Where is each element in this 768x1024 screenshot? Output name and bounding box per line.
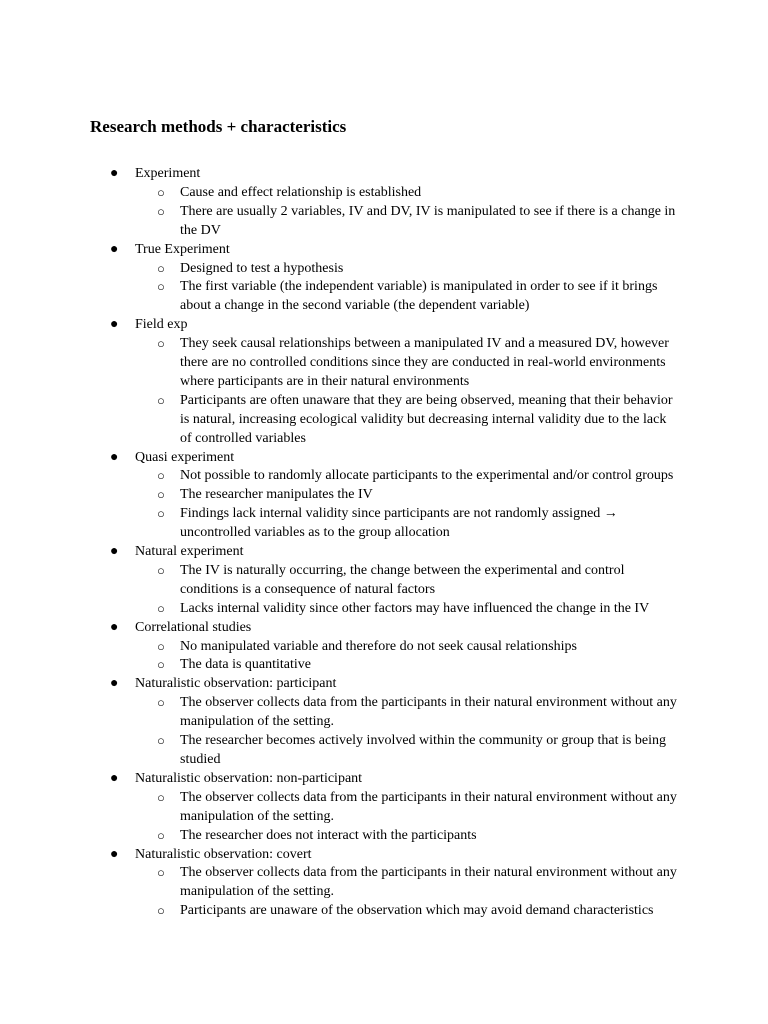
topic-true-experiment bbox=[0, 241, 768, 317]
list-item bbox=[0, 732, 678, 770]
topic-quasi-experiment bbox=[0, 449, 768, 544]
list-item bbox=[0, 278, 678, 316]
point-text: Not possible to randomly allocate participants to the experimental and/or control groups bbox=[180, 468, 674, 484]
circle-bullet-icon: ○ bbox=[157, 865, 165, 881]
bullet-icon: ● bbox=[110, 241, 119, 257]
bullet-icon: ● bbox=[110, 676, 119, 692]
circle-bullet-icon: ○ bbox=[157, 600, 165, 616]
point-text: The IV is naturally occurring, the change between the experimental and control conditions is a consequence of natural factors bbox=[180, 562, 625, 597]
bullet-icon: ● bbox=[110, 449, 119, 465]
topic-label: True Experiment bbox=[135, 241, 230, 257]
topic-label: Natural experiment bbox=[135, 544, 244, 560]
circle-bullet-icon: ○ bbox=[157, 487, 165, 503]
topic-correlational-studies bbox=[0, 619, 768, 676]
circle-bullet-icon: ○ bbox=[157, 657, 165, 673]
list-item bbox=[0, 789, 678, 827]
list-item bbox=[0, 864, 678, 902]
topic-label: Naturalistic observation: covert bbox=[135, 846, 312, 862]
bullet-icon: ● bbox=[110, 770, 119, 786]
circle-bullet-icon: ○ bbox=[157, 695, 165, 711]
list-item bbox=[0, 203, 678, 241]
list-item bbox=[0, 638, 678, 657]
list-item bbox=[0, 656, 678, 675]
point-list bbox=[0, 260, 768, 317]
list-item bbox=[0, 486, 678, 505]
circle-bullet-icon: ○ bbox=[157, 184, 165, 200]
topic-natural-experiment bbox=[0, 543, 768, 619]
list-item bbox=[0, 335, 678, 392]
circle-bullet-icon: ○ bbox=[157, 638, 165, 654]
topic-label: Naturalistic observation: non-participant bbox=[135, 770, 363, 786]
list-item bbox=[0, 902, 678, 921]
circle-bullet-icon: ○ bbox=[157, 789, 165, 805]
point-list bbox=[0, 184, 768, 241]
list-item bbox=[0, 600, 678, 619]
point-text: Designed to test a hypothesis bbox=[180, 260, 344, 276]
point-text: The observer collects data from the participants in their natural environment without any manipulation of the setting. bbox=[180, 695, 677, 730]
point-text: The observer collects data from the participants in their natural environment without any manipulation of the setting. bbox=[180, 865, 677, 900]
page-title: Research methods + characteristics bbox=[90, 117, 347, 136]
bullet-icon: ● bbox=[110, 619, 119, 635]
point-text: The researcher manipulates the IV bbox=[180, 487, 373, 503]
point-text: The observer collects data from the participants in their natural environment without any manipulation of the setting. bbox=[180, 789, 677, 824]
circle-bullet-icon: ○ bbox=[157, 336, 165, 352]
point-list bbox=[0, 864, 768, 921]
circle-bullet-icon: ○ bbox=[157, 260, 165, 276]
point-text: There are usually 2 variables, IV and DV, IV is manipulated to see if there is a change in the DV bbox=[180, 203, 676, 238]
point-list bbox=[0, 694, 768, 770]
topic-label: Correlational studies bbox=[135, 619, 252, 635]
point-list bbox=[0, 467, 768, 543]
bullet-icon: ● bbox=[110, 317, 119, 333]
bullet-icon: ● bbox=[110, 166, 119, 181]
point-text: No manipulated variable and therefore do not seek causal relationships bbox=[180, 638, 577, 654]
point-text: Participants are often unaware that they are being observed, meaning that their behavior is natural, increasing ecological validity but decreasing internal validity due to the lack of controlled variables bbox=[180, 392, 673, 446]
point-text: Cause and effect relationship is established bbox=[180, 184, 422, 200]
circle-bullet-icon: ○ bbox=[157, 279, 165, 295]
list-item bbox=[0, 562, 678, 600]
topic-experiment bbox=[0, 165, 768, 241]
topic-naturalistic-covert bbox=[0, 846, 768, 922]
topic-label: Experiment bbox=[135, 166, 201, 181]
list-item bbox=[0, 505, 678, 543]
point-text: The researcher becomes actively involved within the community or group that is being studied bbox=[180, 733, 666, 767]
topic-label: Field exp bbox=[135, 317, 188, 333]
circle-bullet-icon: ○ bbox=[157, 827, 165, 843]
circle-bullet-icon: ○ bbox=[157, 468, 165, 484]
bullet-icon: ● bbox=[110, 846, 119, 862]
topic-naturalistic-non-participant bbox=[0, 770, 768, 846]
list-item bbox=[0, 260, 678, 279]
point-text: The data is quantitative bbox=[180, 657, 312, 673]
topic-label: Quasi experiment bbox=[135, 449, 235, 465]
list-item bbox=[0, 467, 678, 486]
list-item bbox=[0, 184, 678, 203]
point-text: Lacks internal validity since other factors may have influenced the change in the IV bbox=[180, 600, 650, 616]
point-text: Participants are unaware of the observation which may avoid demand characteristics bbox=[180, 903, 654, 919]
topic-label: Naturalistic observation: participant bbox=[135, 676, 337, 692]
circle-bullet-icon: ○ bbox=[157, 733, 165, 749]
list-item bbox=[0, 694, 678, 732]
point-list bbox=[0, 562, 768, 619]
circle-bullet-icon: ○ bbox=[157, 392, 165, 408]
point-list bbox=[0, 789, 768, 846]
topic-naturalistic-participant bbox=[0, 675, 768, 770]
topic-field-exp bbox=[0, 316, 768, 448]
circle-bullet-icon: ○ bbox=[157, 903, 165, 919]
list-item bbox=[0, 392, 678, 449]
point-text: They seek causal relationships between a manipulated IV and a measured DV, however there are no controlled conditions since they are conducted in real-world environments where participants are in their natural environments bbox=[180, 336, 669, 389]
circle-bullet-icon: ○ bbox=[157, 203, 165, 219]
research-methods-list bbox=[0, 165, 768, 921]
point-text: Findings lack internal validity since participants are not randomly assigned → uncontrolled variables as to the group allocation bbox=[180, 506, 618, 541]
bullet-icon: ● bbox=[110, 544, 119, 560]
point-list bbox=[0, 638, 768, 676]
circle-bullet-icon: ○ bbox=[157, 506, 165, 522]
point-text: The researcher does not interact with the participants bbox=[180, 827, 477, 843]
list-item bbox=[0, 827, 678, 846]
point-text: The first variable (the independent variable) is manipulated in order to see if it brings about a change in the second variable (the dependent variable) bbox=[180, 279, 658, 314]
point-list bbox=[0, 335, 768, 448]
circle-bullet-icon: ○ bbox=[157, 562, 165, 578]
